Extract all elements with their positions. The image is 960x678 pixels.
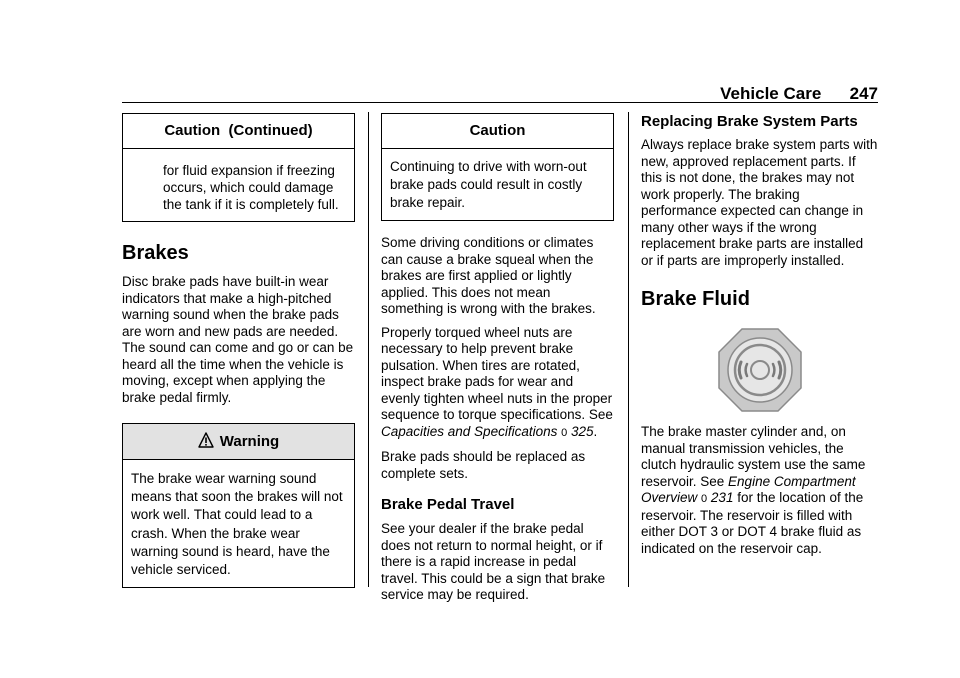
caution-body: Continuing to drive with worn-out brake pads could result in costly brake repair. [390,159,587,210]
section-title: Vehicle Care [720,84,822,103]
column-3 [641,113,878,557]
brakes-heading: Brakes [122,242,189,264]
warning-box [122,423,355,588]
page-number: 247 [849,84,878,103]
caution-title: Caution [382,114,613,149]
brake-fluid-paragraph [641,424,878,557]
header-rule [122,102,878,103]
warning-triangle-icon [198,432,214,448]
replace-sets-paragraph: Brake pads should be replaced as complete sets. [381,449,586,481]
capacities-link[interactable]: Capacities and Specifications [381,423,558,439]
column-2 [381,113,614,604]
caution-continued-box [122,113,355,222]
page-ref-arrow-icon: 0 [701,493,708,505]
brake-fluid-heading: Brake Fluid [641,288,750,310]
brake-pedal-travel-paragraph: See your dealer if the brake pedal does not return to normal height, or if there is a rapid increase in pedal travel. This could be a sign that brake service may be required. [381,521,606,602]
page-ref-arrow-icon: 0 [561,426,568,439]
engine-compartment-link[interactable]: Engine Compartment Overview [641,473,856,505]
brake-fluid-text-end: for the location of the reservoir. The reservoir is filled with either DOT 3 or DOT 4 brake fluid as indicated on the reservoir cap. [641,490,864,556]
brake-fluid-reservoir-cap-icon [717,327,803,413]
wheel-nuts-end: . [593,423,598,439]
brake-squeal-paragraph: Some driving conditions or climates can cause a brake squeal when the brakes are first applied or lightly applied. This does not mean something is wrong with the brakes. [381,235,596,316]
column-divider-1 [368,112,369,587]
wheel-nuts-paragraph [381,325,614,442]
caution-continued-title: Caution (Continued) [123,114,354,149]
warning-header [123,424,354,460]
engine-compartment-page-ref[interactable]: 231 [710,490,734,505]
replacing-parts-paragraph: Always replace brake system parts with new, approved replacement parts. If this is not done, the brakes may not work properly. The braking performance expected can change in many other ways if the wrong replacement brake parts are installed or if parts are improperly installed. [641,137,878,268]
wheel-nuts-text: Properly torqued wheel nuts are necessary to help prevent brake pulsation. When tires are rotated, inspect brake pads for wear and evenly tighten wheel nuts in the proper sequence to torque specifications. See [381,324,613,422]
header-title [700,84,878,104]
brake-fluid-text-start: The brake master cylinder and, on manual transmission vehicles, the clutch hydraulic system use the same reservoir. See [641,424,866,489]
column-1 [122,113,355,588]
caution-box [381,113,614,221]
brakes-paragraph: Disc brake pads have built-in wear indicators that make a high-pitched warning sound when the brake pads are worn and new pads are needed. The sound can come and go or can be heard all the time when the vehicle is moving, except when applying the brake pedal firmly. [122,274,354,405]
brake-pedal-travel-heading: Brake Pedal Travel [381,496,515,513]
replacing-parts-heading: Replacing Brake System Parts [641,113,858,130]
column-divider-2 [628,112,629,587]
warning-title: Warning [219,433,280,450]
warning-body: The brake wear warning sound means that soon the brakes will not work well. That could lead to a crash. When the brake wear warning sound is heard, have the vehicle serviced. [131,471,343,578]
capacities-page-ref[interactable]: 325 [571,423,594,439]
caution-continued-body: for fluid expansion if freezing occurs, which could damage the tank if it is completely full. [163,163,339,212]
